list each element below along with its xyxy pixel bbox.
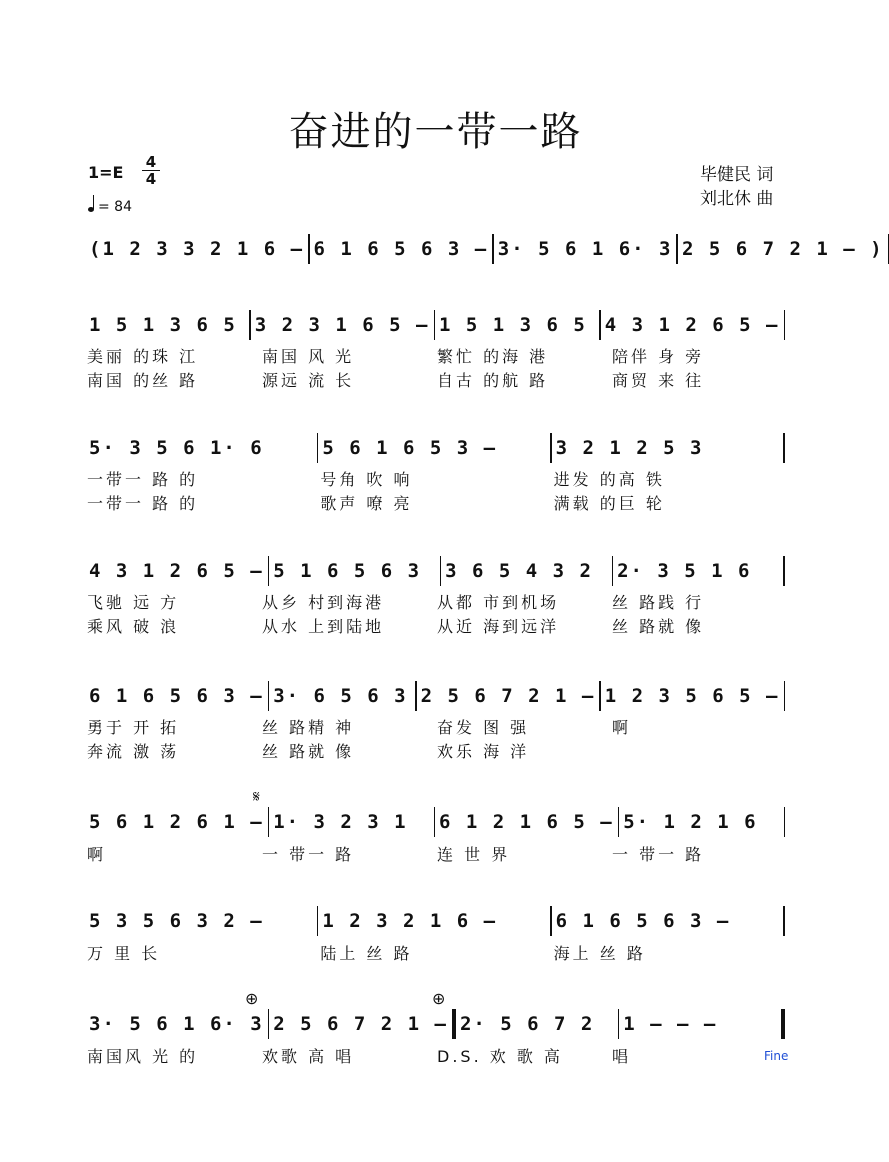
time-sig-top: 4 [145, 153, 157, 171]
coda-icon: ⊕ [245, 989, 259, 1008]
measure: 6 1 6 5 6 3 – [555, 910, 731, 932]
measure: 1 – – – [623, 1013, 718, 1035]
lyric-text: 陪伴 身 旁 [612, 347, 705, 366]
lyric-text: 号角 吹 响 [320, 470, 413, 489]
measure: 3· 5 6 1 6· 3 [89, 1013, 264, 1035]
measure: (1 2 3 3 2 1 6 – [89, 238, 305, 260]
measure: 5 1 6 5 6 3 [273, 560, 422, 582]
lyric-text: 欢乐 海 洋 [437, 742, 530, 761]
quarter-note-icon [88, 207, 94, 212]
lyric-text: 从都 市到机场 [437, 593, 560, 612]
lyric-text: D.S. 欢 歌 高 [437, 1047, 563, 1066]
measure: 1· 3 2 3 1 [273, 811, 408, 833]
measure: 5 3 5 6 3 2 – [89, 910, 264, 932]
score-row-2 [85, 309, 785, 341]
lyric-line [85, 842, 785, 865]
tempo-marking [88, 199, 132, 215]
bar-line [784, 310, 786, 340]
lyric-text: 一带一 路 的 [87, 494, 199, 513]
lyric-line [85, 368, 785, 391]
lyric-text: 自古 的航 路 [437, 371, 549, 390]
lyric-text: 丝 路就 像 [612, 617, 705, 636]
lyric-text: 陆上 丝 路 [320, 944, 413, 963]
lyric-text: 奋发 图 强 [437, 718, 530, 737]
lyric-text: 乘风 破 浪 [87, 617, 180, 636]
key-signature: 1=E [88, 163, 124, 182]
lyric-line [85, 590, 785, 613]
measure: 3 2 3 1 6 5 – [254, 314, 430, 336]
measure: 1 2 3 2 1 6 – [322, 910, 498, 932]
lyric-text: 欢歌 高 唱 [262, 1047, 355, 1066]
segno-icon: 𝄋 [253, 787, 260, 806]
lyric-text: 从水 上到陆地 [262, 617, 385, 636]
score-row-8 [85, 1008, 785, 1040]
time-sig-bottom: 4 [142, 170, 160, 187]
bar-line [784, 807, 786, 837]
measure: 3· 6 5 6 3 [273, 685, 408, 707]
lyric-text: 进发 的高 铁 [553, 470, 665, 489]
lyric-text: 南国 的丝 路 [87, 371, 199, 390]
lyric-text: 啊 [612, 718, 632, 737]
measure: 4 3 1 2 6 5 – [89, 560, 264, 582]
measure: 2· 3 5 1 6 [617, 560, 752, 582]
measure: 5· 3 5 6 1· 6 [89, 437, 264, 459]
composer-credit: 刘北休 曲 [700, 189, 774, 209]
lyric-text: 一带一 路 的 [87, 470, 199, 489]
bar-line [783, 433, 785, 463]
coda-icon: ⊕ [432, 989, 446, 1008]
measure: 1 5 1 3 6 5 [439, 314, 587, 336]
lyric-text: 源远 流 长 [262, 371, 355, 390]
final-bar-line [781, 1009, 785, 1039]
lyric-text: 一 带一 路 [612, 845, 705, 864]
bar-line [784, 681, 786, 711]
measure: 2 5 6 7 2 1 – [420, 685, 596, 707]
measure: 6 1 2 1 6 5 – [439, 811, 614, 833]
measure: 3 2 1 2 5 3 [555, 437, 704, 459]
lyric-text: 海上 丝 路 [553, 944, 646, 963]
bar-line [783, 556, 785, 586]
lyric-line [85, 491, 785, 514]
bar-line [783, 906, 785, 936]
lyric-text: 歌声 嘹 亮 [320, 494, 413, 513]
time-signature [142, 154, 160, 187]
lyric-line [85, 739, 785, 762]
score-row-4 [85, 555, 785, 587]
lyric-line [85, 1044, 785, 1067]
measure: 1 5 1 3 6 5 [89, 314, 237, 336]
score-row-3 [85, 432, 785, 464]
lyric-text: 勇于 开 拓 [87, 718, 180, 737]
fine-marking: Fine [764, 1049, 789, 1063]
song-title: 奋进的一带一路 [288, 109, 583, 155]
lyric-text: 奔流 激 荡 [87, 742, 180, 761]
measure: 3· 5 6 1 6· 3 [497, 238, 673, 260]
measure: 5 6 1 6 5 3 – [322, 437, 498, 459]
lyric-text: 飞驰 远 方 [87, 593, 180, 612]
lyric-text: 万 里 长 [87, 944, 161, 963]
lyric-text: 满载 的巨 轮 [553, 494, 665, 513]
lyric-text: 连 世 界 [437, 845, 511, 864]
lyric-line [85, 614, 785, 637]
measure: 2· 5 6 7 2 [459, 1013, 595, 1035]
lyric-text: 丝 路精 神 [262, 718, 355, 737]
lyric-text: 唱 [612, 1047, 632, 1066]
lyric-line [85, 344, 785, 367]
score-row-7 [85, 905, 785, 937]
lyric-text: 丝 路践 行 [612, 593, 705, 612]
measure: 5 6 1 2 6 1 – [89, 811, 264, 833]
lyric-text: 一 带一 路 [262, 845, 355, 864]
lyric-text: 从近 海到远洋 [437, 617, 560, 636]
lyric-text: 美丽 的珠 江 [87, 347, 199, 366]
lyric-text: 从乡 村到海港 [262, 593, 385, 612]
measure: 4 3 1 2 6 5 – [604, 314, 780, 336]
lyric-text: 丝 路就 像 [262, 742, 355, 761]
measure: 2 5 6 7 2 1 – ) [681, 238, 884, 260]
measure: 2 5 6 7 2 1 – [273, 1013, 448, 1035]
lyric-line [85, 715, 785, 738]
score-row-5 [85, 680, 785, 712]
lyric-line [85, 941, 785, 964]
lyric-text: 南国 风 光 [262, 347, 355, 366]
lyric-text [610, 739, 785, 762]
lyric-text: 繁忙 的海 港 [437, 347, 549, 366]
score-row-1 [85, 233, 884, 265]
measure: 6 1 6 5 6 3 – [89, 685, 264, 707]
measure: 1 2 3 5 6 5 – [604, 685, 780, 707]
tempo-value: = 84 [98, 199, 132, 215]
measure: 5· 1 2 1 6 [623, 811, 758, 833]
lyric-text: 啊 [87, 845, 107, 864]
lyric-line [85, 467, 785, 490]
measure: 6 1 6 5 6 3 – [313, 238, 489, 260]
measure: 3 6 5 4 3 2 [445, 560, 593, 582]
lyricist-credit: 毕健民 词 [700, 165, 774, 185]
lyric-text: 南国风 光 的 [87, 1047, 199, 1066]
score-row-6 [85, 806, 785, 838]
lyric-text: 商贸 来 往 [612, 371, 705, 390]
